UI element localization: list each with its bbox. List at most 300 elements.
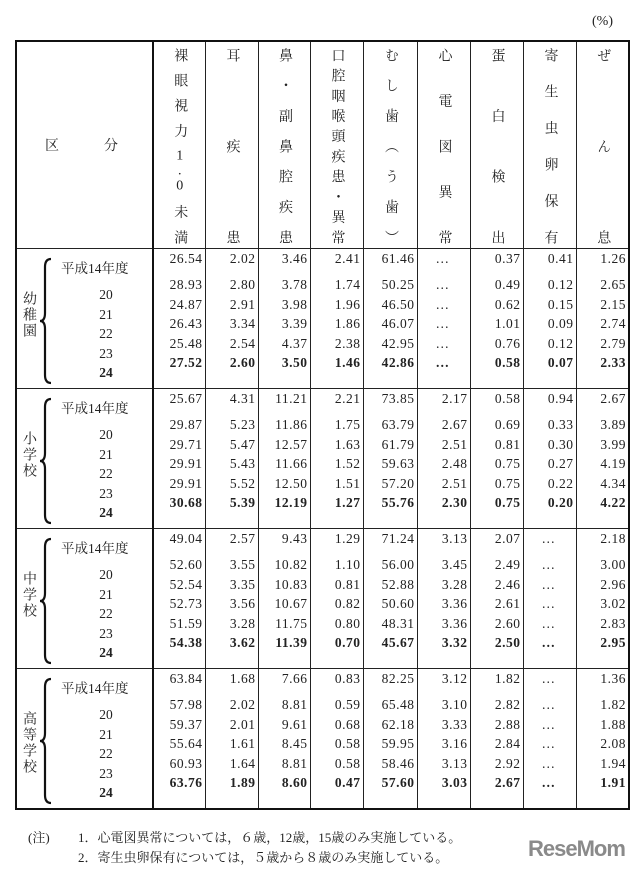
year-label: 24 bbox=[99, 365, 113, 381]
value-column bbox=[417, 389, 470, 529]
table-cell: 4.22 bbox=[600, 495, 626, 511]
table-cell: 82.25 bbox=[381, 671, 415, 686]
table-cell: 1.89 bbox=[229, 775, 256, 791]
column-header-label: むし歯（う歯） bbox=[383, 48, 398, 244]
table-cell: 3.56 bbox=[229, 596, 256, 612]
table-cell: 2.21 bbox=[334, 391, 361, 406]
year-label: 21 bbox=[99, 306, 113, 322]
table-cell: 0.47 bbox=[334, 775, 361, 791]
table-cell: 1.29 bbox=[334, 531, 361, 546]
table-cell: 1.94 bbox=[600, 755, 626, 771]
value-column bbox=[576, 249, 629, 389]
year-label: 24 bbox=[99, 505, 113, 521]
year-label: 平成14年度 bbox=[61, 401, 129, 416]
table-cell: 2.67 bbox=[600, 391, 626, 406]
table-cell: 2.30 bbox=[441, 495, 468, 511]
header-category bbox=[16, 41, 153, 249]
year-label: 21 bbox=[99, 446, 113, 462]
year-label: 22 bbox=[99, 326, 113, 342]
table-cell: 1.26 bbox=[600, 251, 626, 266]
table-cell: 59.37 bbox=[169, 716, 203, 732]
table-cell: 0.15 bbox=[547, 296, 574, 312]
table-cell: 30.68 bbox=[169, 495, 203, 511]
table-cell: 3.10 bbox=[441, 697, 468, 712]
table-cell: 1.68 bbox=[229, 671, 256, 686]
column-header-label: 蛋白検出 bbox=[489, 48, 505, 244]
column-header bbox=[363, 41, 417, 249]
table-cell: 0.41 bbox=[547, 251, 574, 266]
table-cell: 0.80 bbox=[334, 615, 361, 631]
table-cell: 0.94 bbox=[547, 391, 574, 406]
table-cell: 0.33 bbox=[547, 417, 574, 432]
table-cell: 2.92 bbox=[494, 755, 521, 771]
table-cell: 3.39 bbox=[281, 316, 308, 332]
table-cell: 2.96 bbox=[600, 576, 626, 592]
table-cell: 0.68 bbox=[334, 716, 361, 732]
table-cell: 8.45 bbox=[281, 736, 308, 752]
table-cell: 49.04 bbox=[169, 531, 203, 546]
value-column bbox=[310, 249, 363, 389]
table-cell: 2.02 bbox=[229, 251, 256, 266]
value-column bbox=[310, 529, 363, 669]
table-cell: 42.86 bbox=[381, 355, 415, 371]
health-statistics-table bbox=[15, 40, 630, 810]
footnote-2: 2．寄生虫卵保有については，５歳から８歳のみ実施している。 bbox=[78, 850, 449, 865]
table-cell: 3.28 bbox=[229, 615, 256, 631]
header-category-char: 区 bbox=[45, 139, 59, 154]
table-cell: 5.47 bbox=[229, 436, 256, 452]
value-column bbox=[417, 529, 470, 669]
value-column bbox=[258, 249, 310, 389]
column-header-label: 鼻・副鼻腔疾患 bbox=[277, 48, 292, 244]
table-cell: 12.50 bbox=[274, 475, 308, 491]
table-cell: 50.60 bbox=[381, 596, 415, 612]
table-cell: 3.33 bbox=[441, 716, 468, 732]
table-cell: 7.66 bbox=[281, 671, 308, 686]
value-column bbox=[417, 669, 470, 810]
table-cell: 8.60 bbox=[281, 775, 308, 791]
table-cell: 3.99 bbox=[600, 436, 626, 452]
table-cell: 73.85 bbox=[381, 391, 415, 406]
table-cell: … bbox=[541, 615, 556, 631]
table-cell: … bbox=[541, 531, 556, 546]
year-label: 23 bbox=[99, 485, 113, 501]
table-cell: 1.52 bbox=[334, 456, 361, 472]
table-cell: 0.76 bbox=[494, 335, 521, 351]
table-cell: 2.50 bbox=[494, 635, 521, 651]
table-cell: 0.58 bbox=[334, 755, 361, 771]
table-cell: 3.12 bbox=[441, 671, 468, 686]
group-row bbox=[16, 529, 629, 669]
table-cell: 56.00 bbox=[381, 557, 415, 572]
table-cell: 9.43 bbox=[281, 531, 308, 546]
year-label: 21 bbox=[99, 586, 113, 602]
table-cell: … bbox=[541, 576, 556, 592]
table-cell: … bbox=[541, 557, 556, 572]
table-cell: 24.87 bbox=[169, 296, 203, 312]
table-cell: 2.17 bbox=[441, 391, 468, 406]
value-column bbox=[470, 529, 523, 669]
table-cell: 45.67 bbox=[381, 635, 415, 651]
table-cell: 3.45 bbox=[441, 557, 468, 572]
table-cell: 55.64 bbox=[169, 736, 203, 752]
value-column bbox=[258, 669, 310, 810]
group-label-cell bbox=[16, 669, 153, 810]
group-2 bbox=[16, 529, 629, 669]
group-label: 中学校 bbox=[21, 571, 36, 619]
table-cell: 1.46 bbox=[334, 355, 361, 371]
table-cell: 3.55 bbox=[229, 557, 256, 572]
table-cell: 2.02 bbox=[229, 697, 256, 712]
table-cell: 3.35 bbox=[229, 576, 256, 592]
year-label: 23 bbox=[99, 345, 113, 361]
table-cell: 3.46 bbox=[281, 251, 308, 266]
table-cell: … bbox=[541, 775, 556, 791]
table-cell: 4.19 bbox=[600, 456, 626, 472]
table-cell: 50.25 bbox=[381, 277, 415, 292]
table-cell: 1.88 bbox=[600, 716, 626, 732]
table-cell: 11.75 bbox=[275, 615, 308, 631]
table-cell: 2.82 bbox=[494, 697, 521, 712]
table-cell: 2.54 bbox=[229, 335, 256, 351]
header-row bbox=[16, 41, 629, 249]
value-column bbox=[470, 389, 523, 529]
table-cell: 0.37 bbox=[494, 251, 521, 266]
table-cell: 0.83 bbox=[334, 671, 361, 686]
table-cell: 3.98 bbox=[281, 296, 308, 312]
value-column bbox=[153, 669, 205, 810]
table-cell: 2.79 bbox=[600, 335, 626, 351]
table-cell: 2.08 bbox=[600, 736, 626, 752]
footnotes bbox=[28, 828, 461, 868]
table-cell: 1.82 bbox=[600, 697, 626, 712]
table-cell: 2.07 bbox=[494, 531, 521, 546]
value-column bbox=[205, 669, 258, 810]
table-cell: 46.50 bbox=[381, 296, 415, 312]
table-cell: 1.27 bbox=[334, 495, 361, 511]
table-cell: 2.18 bbox=[600, 531, 626, 546]
year-label: 20 bbox=[99, 707, 113, 722]
table-cell: 2.51 bbox=[441, 475, 468, 491]
table-cell: 0.22 bbox=[547, 475, 574, 491]
table-cell: 46.07 bbox=[381, 316, 415, 332]
value-column bbox=[523, 249, 576, 389]
table-cell: … bbox=[435, 251, 450, 266]
table-cell: 2.60 bbox=[494, 615, 521, 631]
table-cell: 3.13 bbox=[441, 531, 468, 546]
year-label: 23 bbox=[99, 625, 113, 641]
table-cell: 3.13 bbox=[441, 755, 468, 771]
table-cell: 59.95 bbox=[381, 736, 415, 752]
year-label: 21 bbox=[99, 726, 113, 742]
brace-icon bbox=[39, 397, 53, 525]
table-cell: 26.43 bbox=[169, 316, 203, 332]
table-cell: 2.46 bbox=[494, 576, 521, 592]
group-1 bbox=[16, 389, 629, 529]
table-cell: 12.57 bbox=[274, 436, 308, 452]
table-cell: 0.62 bbox=[494, 296, 521, 312]
table-cell: 61.46 bbox=[381, 251, 415, 266]
table-cell: 52.88 bbox=[381, 576, 415, 592]
value-column bbox=[417, 249, 470, 389]
value-column bbox=[523, 389, 576, 529]
value-column bbox=[363, 669, 417, 810]
table-cell: 1.91 bbox=[600, 775, 626, 791]
table-cell: 63.79 bbox=[381, 417, 415, 432]
brace-icon bbox=[39, 537, 53, 665]
group-0 bbox=[16, 249, 629, 389]
table-cell: 3.89 bbox=[600, 417, 626, 432]
table-cell: … bbox=[541, 697, 556, 712]
value-column bbox=[363, 529, 417, 669]
table-cell: … bbox=[541, 755, 556, 771]
table-cell: 25.48 bbox=[169, 335, 203, 351]
year-label: 20 bbox=[99, 287, 113, 302]
year-label: 22 bbox=[99, 466, 113, 482]
year-label: 平成14年度 bbox=[61, 261, 129, 276]
value-column bbox=[205, 389, 258, 529]
table-cell: 4.34 bbox=[600, 475, 626, 491]
table-cell: 3.50 bbox=[281, 355, 308, 371]
table-cell: 3.36 bbox=[441, 596, 468, 612]
column-header bbox=[205, 41, 258, 249]
table-cell: … bbox=[541, 716, 556, 732]
table-cell: 12.19 bbox=[274, 495, 308, 511]
table-cell: 51.59 bbox=[169, 615, 203, 631]
table-cell: 0.75 bbox=[494, 475, 521, 491]
footnote-1: 1．心電図異常については，６歳，12歳，15歳のみ実施している。 bbox=[78, 830, 462, 845]
value-column bbox=[523, 529, 576, 669]
table-cell: 1.61 bbox=[229, 736, 256, 752]
table-cell: 61.79 bbox=[381, 436, 415, 452]
column-header-label: 寄生虫卵保有 bbox=[542, 48, 558, 244]
table-cell: 3.36 bbox=[441, 615, 468, 631]
table-cell: 0.30 bbox=[547, 436, 574, 452]
table-cell: 3.62 bbox=[229, 635, 256, 651]
table-cell: 2.80 bbox=[229, 277, 256, 292]
header-category-char: 分 bbox=[104, 139, 118, 154]
brace-icon bbox=[39, 257, 53, 385]
column-header bbox=[523, 41, 576, 249]
year-label: 20 bbox=[99, 567, 113, 582]
table-cell: 1.96 bbox=[334, 296, 361, 312]
table-cell: 27.52 bbox=[169, 355, 203, 371]
column-header bbox=[310, 41, 363, 249]
year-label: 平成14年度 bbox=[61, 541, 129, 556]
column-header bbox=[153, 41, 205, 249]
table-cell: 2.61 bbox=[494, 596, 521, 612]
table-cell: 0.49 bbox=[494, 277, 521, 292]
value-column bbox=[576, 529, 629, 669]
group-label-cell bbox=[16, 389, 153, 529]
table-cell: 3.34 bbox=[229, 316, 256, 332]
table-cell: 3.32 bbox=[441, 635, 468, 651]
table-cell: 0.75 bbox=[494, 495, 521, 511]
value-column bbox=[310, 389, 363, 529]
table-cell: 3.00 bbox=[600, 557, 626, 572]
table-cell: 1.36 bbox=[600, 671, 626, 686]
table-cell: 2.95 bbox=[600, 635, 626, 651]
table-cell: 60.93 bbox=[169, 755, 203, 771]
table-cell: 0.09 bbox=[547, 316, 574, 332]
table-cell: 0.58 bbox=[494, 355, 521, 371]
table-cell: … bbox=[541, 596, 556, 612]
column-header bbox=[576, 41, 629, 249]
group-3 bbox=[16, 669, 629, 810]
unit-label: (%) bbox=[592, 14, 613, 29]
table-cell: 2.83 bbox=[600, 615, 626, 631]
value-column bbox=[258, 389, 310, 529]
value-column bbox=[470, 249, 523, 389]
table-cell: 2.67 bbox=[441, 417, 468, 432]
table-cell: 65.48 bbox=[381, 697, 415, 712]
table-cell: 5.39 bbox=[229, 495, 256, 511]
table-cell: 54.38 bbox=[169, 635, 203, 651]
table-cell: 2.38 bbox=[334, 335, 361, 351]
value-column bbox=[363, 249, 417, 389]
table-cell: 2.84 bbox=[494, 736, 521, 752]
table-cell: 1.63 bbox=[334, 436, 361, 452]
table-cell: 2.49 bbox=[494, 557, 521, 572]
table-cell: 1.64 bbox=[229, 755, 256, 771]
table-cell: 2.01 bbox=[229, 716, 256, 732]
table-cell: 2.67 bbox=[494, 775, 521, 791]
table-cell: 2.91 bbox=[229, 296, 256, 312]
group-row bbox=[16, 249, 629, 389]
year-label: 22 bbox=[99, 746, 113, 762]
table-cell: 0.58 bbox=[334, 736, 361, 752]
group-label: 小学校 bbox=[21, 431, 36, 479]
table-cell: 63.84 bbox=[169, 671, 203, 686]
table-cell: 2.51 bbox=[441, 436, 468, 452]
table-cell: 1.82 bbox=[494, 671, 521, 686]
table-cell: 59.63 bbox=[381, 456, 415, 472]
column-header-label: ぜん息 bbox=[595, 48, 611, 244]
table-cell: 3.16 bbox=[441, 736, 468, 752]
group-label-cell bbox=[16, 529, 153, 669]
table-cell: 52.73 bbox=[169, 596, 203, 612]
table-cell: 0.81 bbox=[334, 576, 361, 592]
table-cell: 8.81 bbox=[281, 697, 308, 712]
value-column bbox=[576, 669, 629, 810]
table-cell: 0.69 bbox=[494, 417, 521, 432]
table-cell: … bbox=[435, 296, 450, 312]
table-cell: 3.78 bbox=[281, 277, 308, 292]
table-cell: 10.83 bbox=[274, 576, 308, 592]
table-cell: 25.67 bbox=[169, 391, 203, 406]
table-cell: … bbox=[435, 335, 450, 351]
year-label: 23 bbox=[99, 765, 113, 781]
table-cell: 2.88 bbox=[494, 716, 521, 732]
value-column bbox=[205, 249, 258, 389]
table-cell: 1.86 bbox=[334, 316, 361, 332]
table-cell: … bbox=[435, 316, 450, 332]
table-cell: … bbox=[435, 277, 450, 292]
table-cell: 0.27 bbox=[547, 456, 574, 472]
column-header-label: 心電図異常 bbox=[436, 48, 452, 244]
column-header bbox=[258, 41, 310, 249]
table-cell: 0.70 bbox=[334, 635, 361, 651]
column-header-label: 裸眼視力1.0未満 bbox=[172, 48, 188, 244]
table-cell: 11.66 bbox=[275, 456, 308, 472]
value-column bbox=[310, 669, 363, 810]
table-cell: 1.51 bbox=[334, 475, 361, 491]
table-cell: 11.86 bbox=[275, 417, 308, 432]
table-cell: 1.75 bbox=[334, 417, 361, 432]
table-cell: 62.18 bbox=[381, 716, 415, 732]
table-cell: 57.60 bbox=[381, 775, 415, 791]
group-label: 高等学校 bbox=[21, 711, 36, 775]
table-cell: 10.82 bbox=[274, 557, 308, 572]
table-cell: 48.31 bbox=[381, 615, 415, 631]
table-cell: 5.52 bbox=[229, 475, 256, 491]
table-cell: 11.21 bbox=[275, 391, 308, 406]
resemom-logo: ReseMom bbox=[528, 836, 625, 861]
value-column bbox=[153, 389, 205, 529]
table-cell: 5.23 bbox=[229, 417, 256, 432]
table-cell: 63.76 bbox=[169, 775, 203, 791]
value-column bbox=[470, 669, 523, 810]
table-cell: 58.46 bbox=[381, 755, 415, 771]
table-cell: 71.24 bbox=[381, 531, 415, 546]
table-cell: … bbox=[541, 671, 556, 686]
table-cell: 52.54 bbox=[169, 576, 203, 592]
table-cell: 0.20 bbox=[547, 495, 574, 511]
table-cell: 55.76 bbox=[381, 495, 415, 511]
table-cell: 2.48 bbox=[441, 456, 468, 472]
value-column bbox=[363, 389, 417, 529]
value-column bbox=[205, 529, 258, 669]
value-column bbox=[523, 669, 576, 810]
table-cell: 3.03 bbox=[441, 775, 468, 791]
table-cell: 10.67 bbox=[274, 596, 308, 612]
table-cell: 2.15 bbox=[600, 296, 626, 312]
table-cell: 42.95 bbox=[381, 335, 415, 351]
table-cell: 3.28 bbox=[441, 576, 468, 592]
table-cell: 2.74 bbox=[600, 316, 626, 332]
table-cell: 0.59 bbox=[334, 697, 361, 712]
table-cell: 0.81 bbox=[494, 436, 521, 452]
value-column bbox=[258, 529, 310, 669]
year-label: 24 bbox=[99, 785, 113, 801]
group-label: 幼稚園 bbox=[21, 291, 36, 339]
table-cell: 28.93 bbox=[169, 277, 203, 292]
table-cell: … bbox=[435, 355, 450, 371]
table-cell: 29.87 bbox=[169, 417, 203, 432]
brace-icon bbox=[39, 677, 53, 805]
group-row bbox=[16, 389, 629, 529]
value-column bbox=[153, 249, 205, 389]
year-label: 20 bbox=[99, 427, 113, 442]
group-label-cell bbox=[16, 249, 153, 389]
table-cell: 29.91 bbox=[169, 475, 203, 491]
table-cell: … bbox=[541, 635, 556, 651]
table-cell: 5.43 bbox=[229, 456, 256, 472]
table-cell: … bbox=[541, 736, 556, 752]
footnote-tag: (注) bbox=[28, 830, 50, 845]
table-cell: 9.61 bbox=[281, 716, 308, 732]
table-cell: 0.82 bbox=[334, 596, 361, 612]
table-cell: 29.71 bbox=[169, 436, 203, 452]
table-cell: 0.07 bbox=[547, 355, 574, 371]
table-cell: 0.75 bbox=[494, 456, 521, 472]
value-column bbox=[153, 529, 205, 669]
table-cell: 26.54 bbox=[169, 251, 203, 266]
year-label: 22 bbox=[99, 606, 113, 622]
table-cell: 2.60 bbox=[229, 355, 256, 371]
group-row bbox=[16, 669, 629, 810]
table-cell: 0.12 bbox=[547, 277, 574, 292]
